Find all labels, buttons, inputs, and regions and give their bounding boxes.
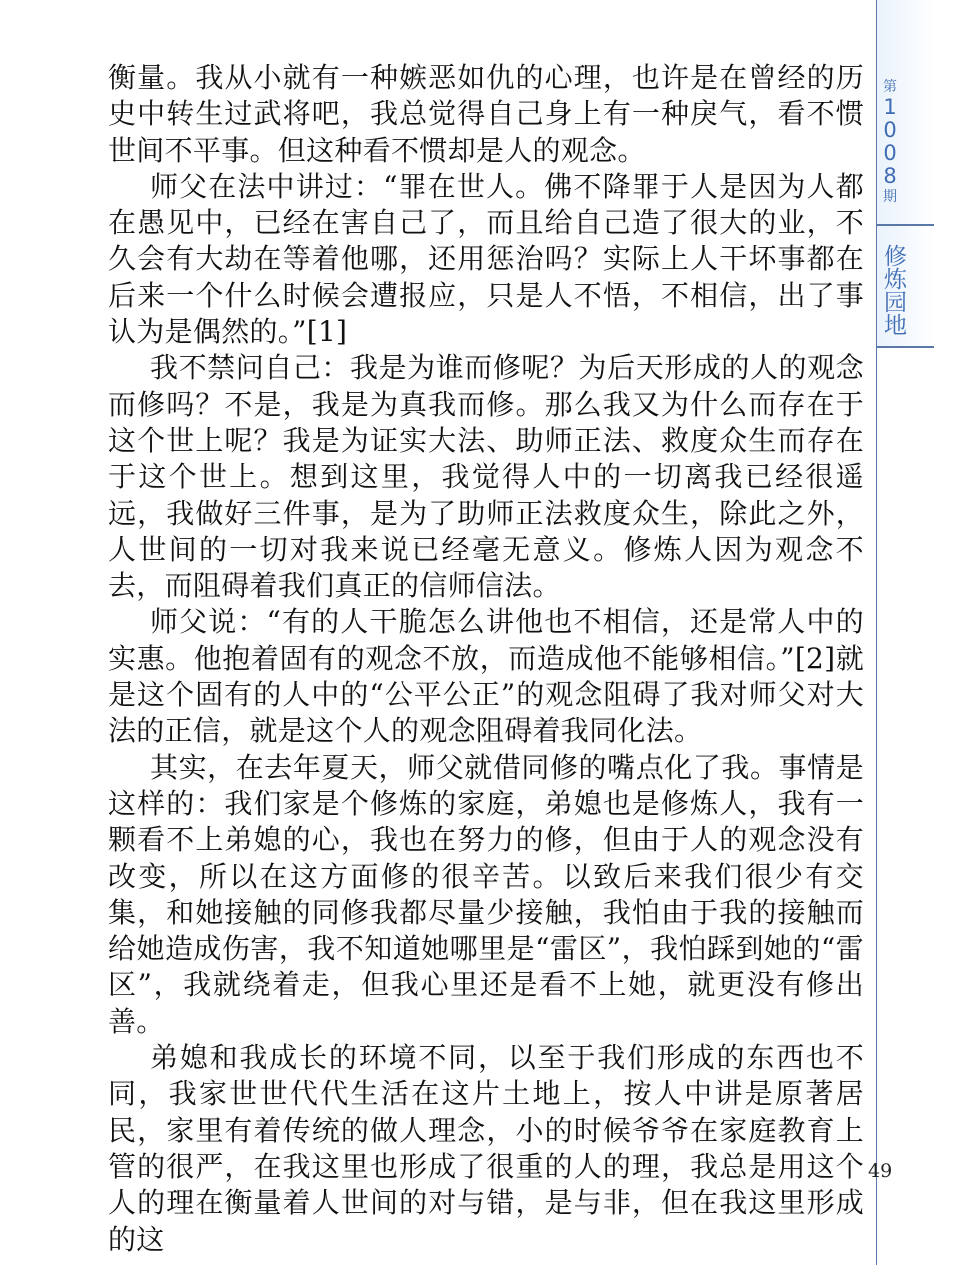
page-number: 49 [868,1160,893,1182]
paragraph-quote-1: 师父在法中讲过：“罪在世人。佛不降罪于人是因为人都在愚见中，已经在害自己了，而且给自己造了很大的业，不久会有大劫在等着他哪，还用惩治吗？实际上人干坏事都在后来一个什么时候会遭报应，只是人不悟，不相信，出了事认为是偶然的。”[1] [108,169,864,349]
sidebar-divider [876,224,934,226]
issue-suffix: 期 [883,189,897,205]
issue-number [880,96,900,188]
paragraph-continuation: 衡量。我从小就有一种嫉恶如仇的心理，也许是在曾经的历史中转生过武将吧，我总觉得自己身上有一种戾气，看不惯世间不平事。但这种看不惯却是人的观念。 [108,61,864,167]
issue-digit: 1 [883,95,897,119]
section-title: 修炼园地 [880,244,906,336]
paragraph-reflection: 我不禁问自己：我是为谁而修呢？为后天形成的人的观念而修吗？不是，我是为真我而修。那么我又为什么而存在于这个世上呢？我是为证实大法、助师正法、救度众生而存在于这个世上。想到这里，我觉得人中的一切离我已经很遥远，我做好三件事，是为了助师正法救度众生，除此之外，人世间的一切对我来说已经毫无意义。修炼人因为观念不去，而阻碍着我们真正的信师信法。 [108,351,864,603]
paragraph-background: 弟媳和我成长的环境不同，以至于我们形成的东西也不同，我家世世代代生活在这片土地上，按人中讲是原著居民，家里有着传统的做人理念，小的时候爷爷在家庭教育上管的很严，在我这里也形成了很重的人的理，我总是用这个人的理在衡量着人世间的对与错，是与非，但在我这里形成的这 [108,1041,864,1256]
sidebar-rule [876,0,877,1265]
paragraph-quote-2: 师父说：“有的人干脆怎么讲他也不相信，还是常人中的实惠。他抱着固有的观念不放，而造成他不能够相信。”[2]就是这个固有的人中的“公平公正”的观念阻碍了我对师父对大法的正信，就是这个人的观念阻碍着我同化法。 [108,605,864,748]
issue-prefix: 第 [883,79,897,95]
issue-digit: 8 [883,164,897,188]
article-body [108,60,864,1258]
issue-label [880,78,900,206]
issue-digit: 0 [883,141,897,165]
paragraph-story: 其实，在去年夏天，师父就借同修的嘴点化了我。事情是这样的：我们家是个修炼的家庭，弟媳也是修炼人，我有一颗看不上弟媳的心，我也在努力的修，但由于人的观念没有改变，所以在这方面修的很辛苦。以致后来我们很少有交集，和她接触的同修我都尽量少接触，我怕由于我的接触而给她造成伤害，我不知道她哪里是“雷区”，我怕踩到她的“雷区”，我就绕着走，但我心里还是看不上她，就更没有修出善。 [108,750,864,1038]
issue-digit: 0 [883,118,897,142]
